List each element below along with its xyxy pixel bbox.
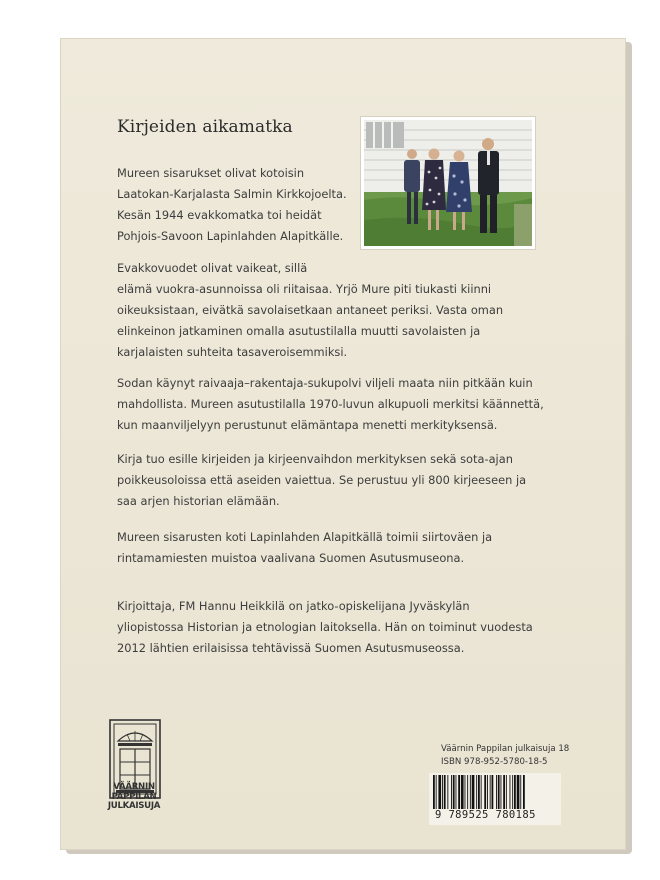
paragraph-line: mahdollista. Mureen asutustilalla 1970-luvun alkupuoli merkitsi käännettä, <box>117 397 544 411</box>
barcode-bar <box>510 775 511 809</box>
series-label: Väärnin Pappilan julkaisuja 18 <box>441 744 570 754</box>
barcode-bars <box>433 775 557 809</box>
barcode-bar <box>458 775 460 809</box>
barcode-bar <box>484 775 486 809</box>
barcode-bar <box>517 775 520 809</box>
paragraph-line: poikkeusoloissa että aseiden vaiettua. Se perustuu yli 800 kirjeeseen ja <box>117 473 527 487</box>
book-back-cover <box>60 38 626 850</box>
barcode-bar <box>444 775 446 809</box>
barcode-bar <box>498 775 500 809</box>
paragraph-generation <box>117 373 544 436</box>
barcode-bar <box>451 775 452 809</box>
barcode-bar <box>478 775 480 809</box>
paragraph-museum <box>117 527 492 569</box>
paragraph-line: karjalaisten suhteita tasaveroisemmiksi. <box>117 345 348 359</box>
barcode-bar <box>465 775 466 809</box>
barcode-bar <box>456 775 457 809</box>
barcode-digits: 9 789525 780185 <box>435 809 536 821</box>
barcode-bar <box>436 775 437 809</box>
paragraph-line: Kesän 1944 evakkomatka toi heidät <box>117 208 322 222</box>
barcode-bar <box>472 775 475 809</box>
logo-line: JULKAISUJA <box>107 801 161 812</box>
barcode-bar <box>503 775 505 809</box>
barcode-bar <box>476 775 477 809</box>
barcode-bar <box>487 775 488 809</box>
paragraph-line: saa arjen historian elämään. <box>117 494 280 508</box>
paragraph-evacuation <box>117 258 503 363</box>
paragraph-line: rintamamiesten muistoa vaalivana Suomen Asutusmuseona. <box>117 551 465 565</box>
barcode-bar <box>442 775 443 809</box>
logo-line: PAPPILAN <box>111 791 157 802</box>
paragraph-line: Laatokan-Karjalasta Salmin Kirkkojoelta. <box>117 187 347 201</box>
barcode-bar <box>501 775 502 809</box>
publisher-logo-text <box>101 783 167 812</box>
barcode-bar <box>506 775 507 809</box>
paragraph-author <box>117 596 533 659</box>
publisher-info <box>441 743 570 769</box>
paragraph-line: Mureen sisarusten koti Lapinlahden Alapitkällä toimii siirtoväen ja <box>117 530 493 544</box>
isbn-label: ISBN 978-952-5780-18-5 <box>441 757 548 767</box>
book-title: Kirjeiden aikamatka <box>117 117 293 137</box>
barcode-bar <box>481 775 482 809</box>
paragraph-line: oikeuksistaan, eivätkä savolaisetkaan antaneet periksi. Vasta oman <box>117 303 504 317</box>
paragraph-line: yliopistossa Historian ja etnologian laitoksella. Hän on toiminut vuodesta <box>117 620 533 634</box>
barcode-bar <box>438 775 441 809</box>
paragraph-line: Kirja tuo esille kirjeiden ja kirjeenvaihdon merkityksen sekä sota-ajan <box>117 452 513 466</box>
barcode-bar <box>447 775 448 809</box>
barcode-bar <box>512 775 513 809</box>
barcode-bar <box>461 775 464 809</box>
paragraph-line: Kirjoittaja, FM Hannu Heikkilä on jatko-opiskelijana Jyväskylän <box>117 599 470 613</box>
barcode <box>429 773 561 825</box>
paragraph-line: elämä vuokra-asunnoissa oli riitaisaa. Yrjö Mure piti tiukasti kiinni <box>117 282 492 296</box>
barcode-bar <box>470 775 471 809</box>
paragraph-line: Sodan käynyt raivaaja–rakentaja-sukupolvi viljeli maata niin pitkään kuin <box>117 376 533 390</box>
paragraph-line: kun maanviljelyyn perustunut elämäntapa menetti merkityksensä. <box>117 418 498 432</box>
paragraph-line: 2012 lähtien erilaisissa tehtävissä Suomen Asutusmuseossa. <box>117 641 465 655</box>
barcode-bar <box>490 775 491 809</box>
barcode-bar <box>467 775 468 809</box>
paragraph-line: elinkeinon jatkaminen omalla asutustilalla muutti savolaisten ja <box>117 324 481 338</box>
paragraph-line: Evakkovuodet olivat vaikeat, sillä <box>117 261 308 275</box>
family-photo-image <box>364 120 532 246</box>
barcode-bar <box>523 775 525 809</box>
barcode-bar <box>433 775 435 809</box>
barcode-bar <box>453 775 455 809</box>
paragraph-letters <box>117 449 526 512</box>
logo-line: VÄÄRNIN <box>113 782 155 792</box>
barcode-bar <box>496 775 497 809</box>
barcode-bar <box>520 775 521 809</box>
family-photo <box>360 116 536 250</box>
paragraph-line: Mureen sisarukset olivat kotoisin <box>117 166 305 180</box>
barcode-bar <box>492 775 494 809</box>
paragraph-origin <box>117 163 347 247</box>
paragraph-line: Pohjois-Savoon Lapinlahden Alapitkälle. <box>117 229 344 243</box>
barcode-bar <box>514 775 516 809</box>
